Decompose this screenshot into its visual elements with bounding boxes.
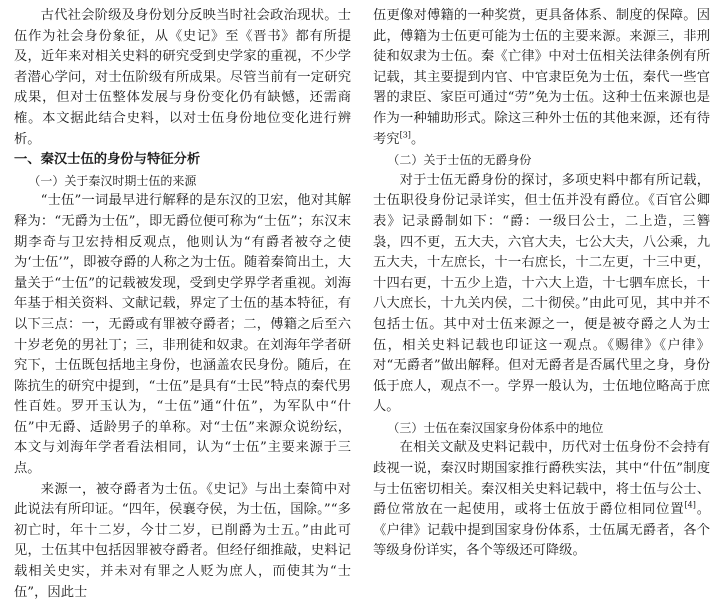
section-heading-1: 一、秦汉士伍的身份与特征分析 [14,152,201,168]
citation-4: [4] [684,500,696,510]
paragraph-no-rank: 对于士伍无爵身份的探讨，多项史料中都有所记载，士伍职役身份记录详实，但士伍并没有爵位。《百官公卿表》记录爵制如下：“爵：一级曰公士，二上造，三簪袅，四不更，五大夫，六官大夫，七公大夫，八公乘，九五大夫，十左庶长，十一右庶长，十二左更，十三中更，十四右更，十五少上造，十六大上造，十七驷车庶长，十八大庶长，十九关内侯，二十彻侯。”由此可见，其中并不包括士伍。其中对士伍来源之一，便是被夺爵之人为士伍，相关史料记载也印证这一观点。《赐律》《户律》对“无爵者”做出解释。但对无爵者是否属代里之身，身份低于庶人，观点不一。学界一般认为，士伍地位略高于庶人。 [373,172,710,415]
paragraph-origin-definition: “士伍”一词最早进行解释的是东汉的卫宏，他对其解释为：“无爵为士伍”，即无爵位便可称为“士伍”；东汉末期李奇与卫宏持相反观点，他则认为“有爵者被夺之使为‘士伍’”，即被夺爵的人称之为士伍。随着秦简出土，大量关于“士伍”的记载被发现，受到史学界学者重视。刘海年基于相关资料、文献记载，界定了士伍的基本特征，有以下三点：一，无爵或有罪被夺爵者；二，傅籍之后至六十岁老免的男社丁；三，非刑徒和奴隶。在刘海年学者研究下，士伍既包括地主身份，也涵盖农民身份。随后，在陈抗生的研究中提到，“士伍”是具有“士民”特点的秦代男性百姓。罗开玉认为，“士伍”通“什伍”，为军队中“什伍”中无爵、适龄男子的单称。对“士伍”来源众说纷纭，本文与刘海年学者看法相同，认为“士伍”主要来源于三点。 [14,193,351,477]
right-column [373,6,710,562]
paragraph-source-one: 来源一，被夺爵者为士伍。《史记》与出土秦简中对此说法有所印证。“四年，侯襄夺侯，为士伍，国除。”“多初亡时，年十二岁，今廿二岁，已削爵为士五。”由此可见，士伍其中包括因罪被夺爵者。但经仔细推敲，史料记载相关史实，并未对有罪之人贬为庶人，而使其为“士伍”，因此士 [14,481,351,600]
intro-paragraph: 古代社会阶级及身份划分反映当时社会政治现状。士伍作为社会身份象征，从《史记》至《晋书》都有所提及，近年来对相关史料的研究受到史学家的重视，不少学者潜心学问，对士伍阶级有所成果。尽管当前有一定研究成果，但对士伍整体发展与身份变化仍有缺憾，还需商榷。本文据此结合史料，以对士伍身份地位变化进行辨析。 [14,8,351,147]
citation-3: [3] [399,130,411,140]
paragraph-continued-tail: 。 [410,131,425,147]
subsection-heading-3: （三）士伍在秦汉国家身份体系中的地位 [387,420,604,435]
paragraph-status-text: 在相关文献及史料记载中，历代对士伍身份不会持有歧视一说，秦汉时期国家推行爵秩实法，其中“什伍”制度与士伍密切相关。秦汉相关史料记载中，将士伍与公士、爵位常放在一起使用，或将士伍放于爵位相同位置 [373,440,710,518]
left-column [14,6,351,603]
subsection-heading-2: （二）关于士伍的无爵身份 [387,153,532,168]
paragraph-status-system [373,438,710,562]
paragraph-continued [373,6,710,150]
subsection-heading-1: （一）关于秦汉时期士伍的来源 [28,173,197,188]
paragraph-status-tail: 。《户律》记载中提到国家身份体系，士伍属无爵者，各个等级身份详实，各个等级还可降级。 [373,502,711,559]
paragraph-continued-text: 伍更像对傅籍的一种奖赏，更具备体系、制度的保障。因此，傅籍为士伍更可能为士伍的主要来源。来源三，非刑徒和奴隶为士伍。秦《亡律》中对士伍相关法律条例有所记载，其主要提到内官、中官隶臣免为士伍，秦代一些官署的隶臣、家臣可通过“劳”免为士伍。这种士伍来源也是作为一种辅助形式。除这三种外士伍的其他来源，还有待考究 [373,8,710,147]
